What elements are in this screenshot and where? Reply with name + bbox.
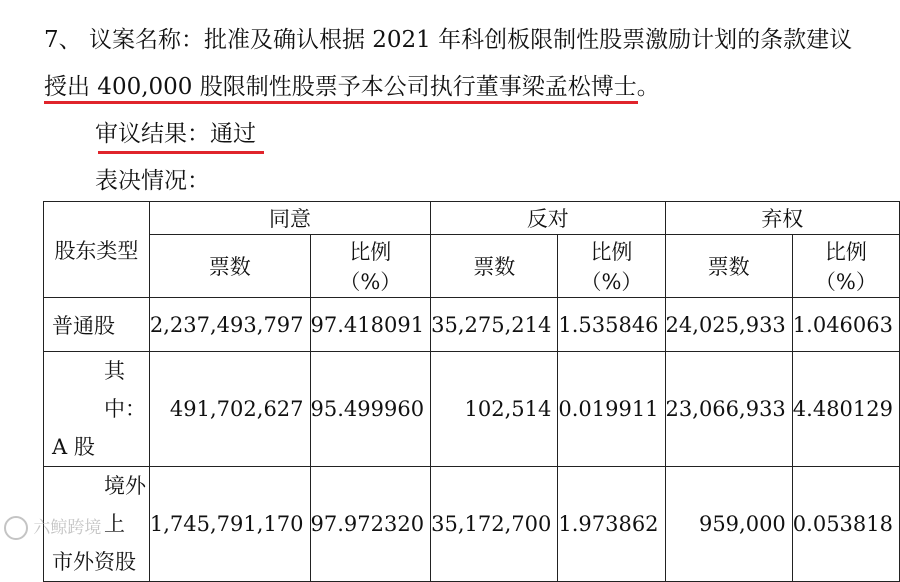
cell-abstain-ratio: 4.480129 (792, 352, 899, 467)
header-votes: 票数 (431, 235, 558, 298)
cell-agree-votes: 2,237,493,797 (149, 298, 310, 352)
cell-oppose-votes: 35,172,700 (431, 467, 558, 582)
header-ratio: 比例 （%） (792, 235, 899, 298)
table-row (44, 298, 900, 352)
vote-label: 表决情况： (95, 168, 210, 194)
cell-oppose-ratio: 1.535846 (558, 298, 665, 352)
header-abstain: 弃权 (665, 202, 899, 235)
vote-table (43, 201, 900, 582)
header-ratio: 比例 （%） (310, 235, 431, 298)
cell-abstain-votes: 24,025,933 (665, 298, 792, 352)
proposal-title-line1: 7、 议案名称：批准及确认根据 2021 年科创板限制性股票激励计划的条款建议 (44, 27, 853, 53)
cell-oppose-ratio: 0.019911 (558, 352, 665, 467)
header-shareholder-type: 股东类型 (44, 202, 150, 298)
review-result: 审议结果：通过 (95, 121, 256, 147)
cell-abstain-ratio: 0.053818 (792, 467, 899, 582)
row-type: 其中： A 股 (44, 352, 150, 467)
cell-oppose-votes: 35,275,214 (431, 298, 558, 352)
header-ratio: 比例 （%） (558, 235, 665, 298)
row-type: 普通股 (44, 298, 150, 352)
cell-agree-ratio: 95.499960 (310, 352, 431, 467)
cell-agree-votes: 491,702,627 (149, 352, 310, 467)
row-type: 境外上 市外资股 (44, 467, 150, 582)
table-row (44, 352, 900, 467)
header-votes: 票数 (149, 235, 310, 298)
watermark-logo-icon (4, 516, 28, 540)
header-agree: 同意 (149, 202, 430, 235)
cell-oppose-votes: 102,514 (431, 352, 558, 467)
red-underline (98, 151, 264, 154)
table-row (44, 467, 900, 582)
cell-abstain-ratio: 1.046063 (792, 298, 899, 352)
header-votes: 票数 (665, 235, 792, 298)
cell-agree-votes: 1,745,791,170 (149, 467, 310, 582)
watermark: 六鲸跨境 (4, 513, 101, 540)
red-underline (44, 101, 638, 104)
cell-abstain-votes: 959,000 (665, 467, 792, 582)
proposal-title-line2: 授出 400,000 股限制性股票予本公司执行董事梁孟松博士。 (44, 74, 660, 100)
cell-agree-ratio: 97.418091 (310, 298, 431, 352)
cell-abstain-votes: 23,066,933 (665, 352, 792, 467)
cell-agree-ratio: 97.972320 (310, 467, 431, 582)
cell-oppose-ratio: 1.973862 (558, 467, 665, 582)
header-oppose: 反对 (431, 202, 665, 235)
